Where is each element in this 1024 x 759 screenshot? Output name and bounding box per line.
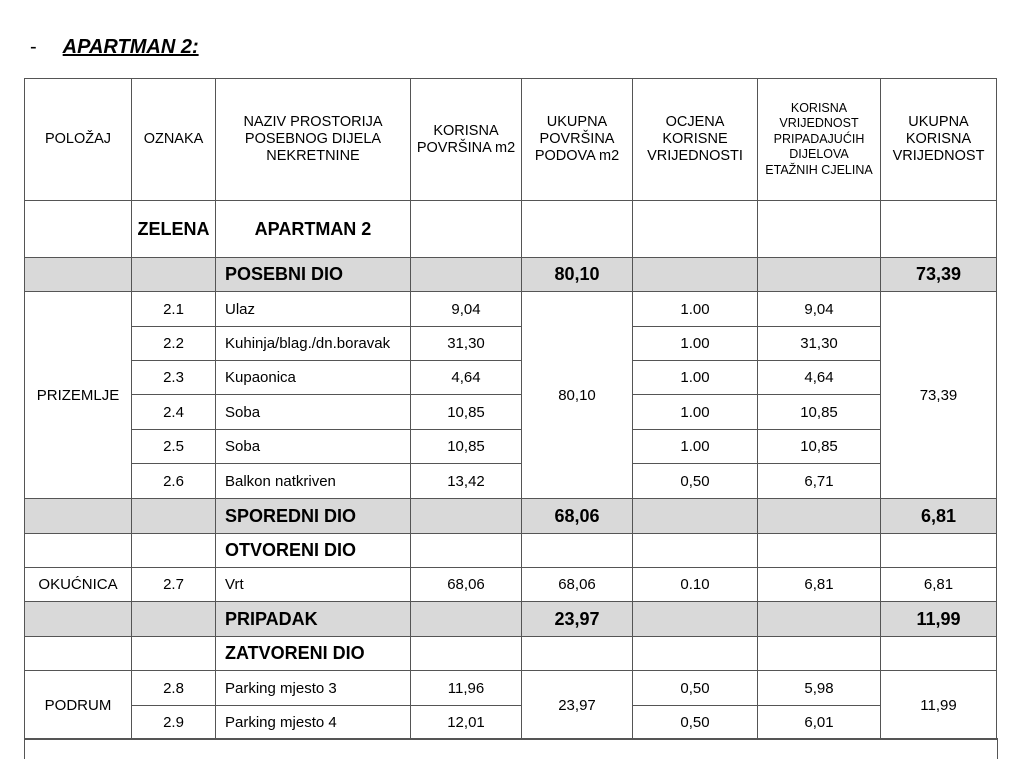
row-korisna: 10,85 [411,395,522,430]
table-continuation [24,738,998,759]
zatvoreni-label: ZATVORENI DIO [216,637,411,671]
row-ocjena: 1.00 [633,361,758,395]
row-oznaka: 2.6 [132,464,216,499]
row-ocjena: 1.00 [633,395,758,430]
otvoreni-subheader-row [25,534,997,568]
col-header-korisna: KORISNA POVRŠINA m2 [411,79,522,201]
row-ukupna: 68,06 [522,568,633,602]
unit-naziv: APARTMAN 2 [216,201,411,258]
posebni-polozaj: PRIZEMLJE [25,292,132,499]
pripadak-ukupna: 23,97 [522,602,633,637]
sporedni-label: SPOREDNI DIO [216,499,411,534]
row-vrijednost: 6,71 [758,464,881,499]
table-row [25,706,997,740]
row-ocjena: 0,50 [633,671,758,706]
section-heading [30,36,199,59]
row-korisna: 12,01 [411,706,522,740]
table-row [25,361,997,395]
row-vrijednost: 9,04 [758,292,881,327]
pripadak-group-ukupna: 23,97 [522,671,633,740]
table-row [25,395,997,430]
col-header-polozaj: POLOŽAJ [25,79,132,201]
posebni-group-vrijednost: 73,39 [881,292,997,499]
row-naziv: Kuhinja/blag./dn.boravak [216,327,411,361]
row-ocjena: 1.00 [633,327,758,361]
row-oznaka: 2.7 [132,568,216,602]
row-polozaj: OKUĆNICA [25,568,132,602]
row-ocjena: 0,50 [633,706,758,740]
sporedni-summary-row [25,499,997,534]
row-naziv: Parking mjesto 3 [216,671,411,706]
row-ocjena: 1.00 [633,292,758,327]
row-oznaka: 2.3 [132,361,216,395]
row-oznaka: 2.4 [132,395,216,430]
row-oznaka: 2.8 [132,671,216,706]
table-row [25,292,997,327]
row-vrijednost: 6,01 [758,706,881,740]
unit-row [25,201,997,258]
row-korisna: 68,06 [411,568,522,602]
posebni-ukupna: 80,10 [522,258,633,292]
row-vrijednost: 31,30 [758,327,881,361]
sporedni-vrijednost: 6,81 [881,499,997,534]
row-korisna: 11,96 [411,671,522,706]
header-row [25,79,997,201]
table-row [25,430,997,464]
pripadak-label: PRIPADAK [216,602,411,637]
posebni-group-ukupna: 80,10 [522,292,633,499]
heading-dash: - [30,36,37,58]
pripadak-polozaj: PODRUM [25,671,132,740]
row-korisna: 9,04 [411,292,522,327]
otvoreni-label: OTVORENI DIO [216,534,411,568]
table-row [25,568,997,602]
row-naziv: Ulaz [216,292,411,327]
row-vrijednost: 10,85 [758,395,881,430]
row-korisna: 13,42 [411,464,522,499]
row-ocjena: 1.00 [633,430,758,464]
row-ocjena: 0.10 [633,568,758,602]
heading-title: APARTMAN 2: [62,36,199,58]
posebni-vrijednost: 73,39 [881,258,997,292]
row-oznaka: 2.2 [132,327,216,361]
col-header-vrijednost: KORISNA VRIJEDNOST PRIPADAJUĆIH DIJELOVA ETAŽNIH CJELINA [758,79,881,201]
zatvoreni-subheader-row [25,637,997,671]
row-naziv: Soba [216,430,411,464]
col-header-oznaka: OZNAKA [132,79,216,201]
row-vrijednost: 4,64 [758,361,881,395]
col-header-ukupna-vrijednost: UKUPNA KORISNA VRIJEDNOST [881,79,997,201]
sporedni-ukupna: 68,06 [522,499,633,534]
pripadak-summary-row [25,602,997,637]
table-row [25,464,997,499]
posebni-label: POSEBNI DIO [216,258,411,292]
apartment-table [24,78,997,740]
row-naziv: Soba [216,395,411,430]
table-row [25,327,997,361]
pripadak-group-vrijednost: 11,99 [881,671,997,740]
row-korisna: 4,64 [411,361,522,395]
table-row [25,671,997,706]
row-korisna: 10,85 [411,430,522,464]
row-ukupna-vrijednost: 6,81 [881,568,997,602]
row-oznaka: 2.1 [132,292,216,327]
row-korisna: 31,30 [411,327,522,361]
row-naziv: Kupaonica [216,361,411,395]
row-oznaka: 2.9 [132,706,216,740]
row-vrijednost: 6,81 [758,568,881,602]
row-oznaka: 2.5 [132,430,216,464]
row-vrijednost: 10,85 [758,430,881,464]
posebni-summary-row [25,258,997,292]
col-header-naziv: NAZIV PROSTORIJA POSEBNOG DIJELA NEKRETNINE [216,79,411,201]
pripadak-vrijednost: 11,99 [881,602,997,637]
row-vrijednost: 5,98 [758,671,881,706]
row-ocjena: 0,50 [633,464,758,499]
col-header-ocjena: OCJENA KORISNE VRIJEDNOSTI [633,79,758,201]
row-naziv: Balkon natkriven [216,464,411,499]
row-naziv: Vrt [216,568,411,602]
col-header-ukupna: UKUPNA POVRŠINA PODOVA m2 [522,79,633,201]
unit-oznaka: ZELENA [132,201,216,258]
row-naziv: Parking mjesto 4 [216,706,411,740]
